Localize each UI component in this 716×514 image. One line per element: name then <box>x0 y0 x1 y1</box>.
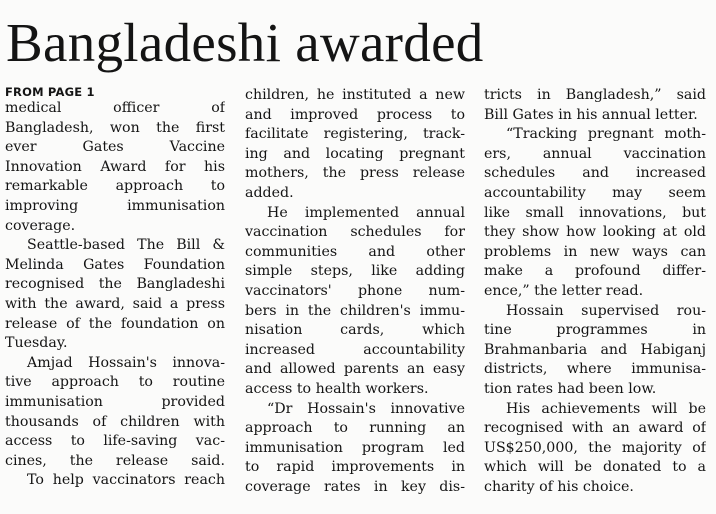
headline: Bangladeshi awarded <box>6 12 484 73</box>
text-line: to rapid improvements in <box>245 459 465 476</box>
text-line: simple steps, like adding <box>245 263 465 280</box>
text-line: coverage rates in key dis- <box>245 478 465 495</box>
text-line: tion rates had been low. <box>484 380 657 397</box>
text-line: improving immunisation <box>5 197 225 214</box>
text-line: communities and other <box>245 243 465 260</box>
text-line: Amjad Hossain's innova- <box>27 354 225 371</box>
text-line: Seattle-based The Bill & <box>27 237 225 254</box>
text-line: schedules and increased <box>484 165 706 182</box>
text-line: they show how looking at old <box>484 224 706 241</box>
text-line: “Tracking pregnant moth- <box>506 126 706 143</box>
text-line: nisation cards, which <box>245 322 465 339</box>
text-line: Bill Gates in his annual letter. <box>484 106 698 123</box>
text-line: and allowed parents an easy <box>245 361 465 378</box>
text-line: approach to running an <box>245 420 465 437</box>
text-line: ers, annual vaccination <box>484 145 706 162</box>
text-line: access to health workers. <box>245 380 429 397</box>
text-line: with the award, said a press <box>5 295 225 312</box>
text-line: problems in new ways can <box>484 243 706 260</box>
text-line: and improved process to <box>245 106 465 123</box>
text-line: bers in the children's immu- <box>245 302 465 319</box>
text-line: like small innovations, but <box>484 204 706 221</box>
text-line: access to life-saving vac- <box>5 433 225 450</box>
text-line: added. <box>245 184 294 201</box>
text-line: districts, where immunisa- <box>484 361 706 378</box>
text-line: tive approach to routine <box>5 374 225 391</box>
text-line: mothers, the press release <box>245 165 465 182</box>
text-line: accountability may seem <box>484 184 706 201</box>
text-line: US$250,000, the majority of <box>484 439 706 456</box>
text-line: facilitate registering, track- <box>245 126 465 143</box>
text-line: ever Gates Vaccine <box>5 139 225 156</box>
text-line: Tuesday. <box>5 335 68 352</box>
article-column-3 <box>484 86 706 497</box>
text-line: vaccination schedules for <box>245 224 465 241</box>
text-line: Innovation Award for his <box>5 158 225 175</box>
text-line: charity of his choice. <box>484 478 634 495</box>
text-line: make a profound differ- <box>484 263 706 280</box>
text-line: which will be donated to a <box>484 459 706 476</box>
text-line: vaccinators' phone num- <box>245 282 465 299</box>
text-line: children, he instituted a new <box>245 87 465 103</box>
text-line: thousands of children with <box>5 413 225 430</box>
text-line: immunisation provided <box>5 393 225 410</box>
text-line: cines, the release said. <box>5 452 225 469</box>
text-line: tine programmes in <box>484 322 706 339</box>
text-line: remarkable approach to <box>5 178 225 195</box>
text-line: recognised with an award of <box>484 420 706 437</box>
text-line: increased accountability <box>245 341 465 358</box>
text-line: His achievements will be <box>506 400 706 417</box>
text-line: Bangladesh, won the first <box>5 119 225 136</box>
article-column-1 <box>5 86 225 491</box>
text-line: To help vaccinators reach <box>27 472 225 489</box>
text-line: He implemented annual <box>267 204 465 221</box>
kicker-label: FROM PAGE 1 <box>5 85 95 99</box>
text-line: medical officer of <box>5 100 225 116</box>
text-line: immunisation program led <box>245 439 465 456</box>
text-line: ing and locating pregnant <box>245 145 465 162</box>
text-line: Melinda Gates Foundation <box>5 256 225 273</box>
text-line: release of the foundation on <box>5 315 225 332</box>
text-line: Hossain supervised rou- <box>506 302 706 319</box>
text-line: Brahmanbaria and Habiganj <box>484 341 706 358</box>
text-line: tricts in Bangladesh,” said <box>484 87 706 103</box>
article-column-2 <box>245 86 465 497</box>
text-line: coverage. <box>5 217 76 234</box>
text-line: ence,” the letter read. <box>484 282 644 299</box>
text-line: “Dr Hossain's innovative <box>267 400 465 417</box>
text-line: recognised the Bangladeshi <box>5 276 225 293</box>
